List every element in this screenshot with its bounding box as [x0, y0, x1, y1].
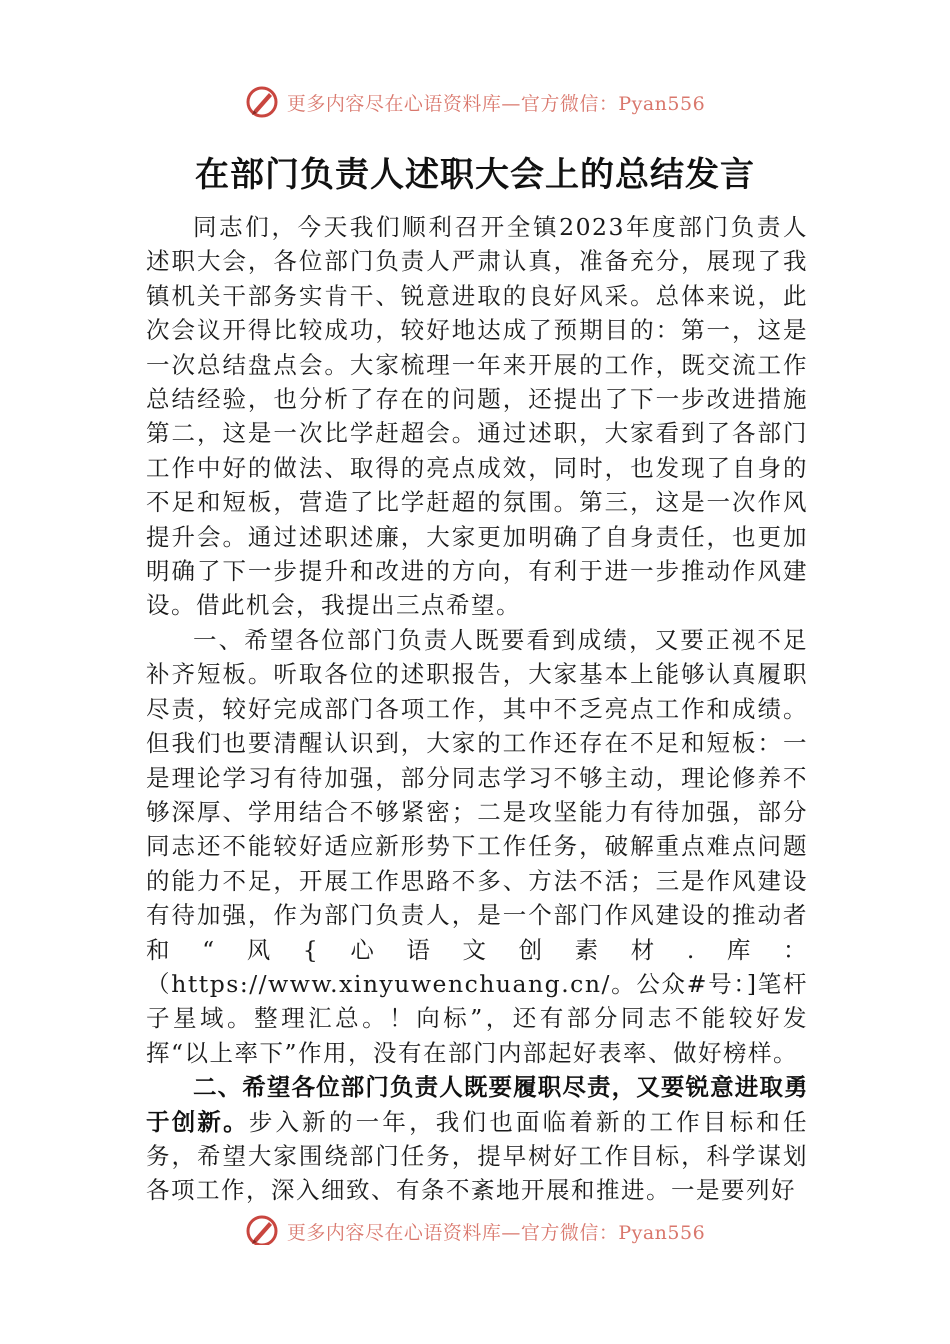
paragraph-point-two-heading: 二、希望各位部门负责人既要履职尽责，又要锐意进取勇于创新。 [146, 1073, 808, 1136]
document-body [146, 210, 808, 1220]
pen-logo-icon [245, 1214, 279, 1245]
paragraph-point-one-text: 一、希望各位部门负责人既要看到成绩，又要正视不足补齐短板。听取各位的述职报告，大家基本上能够认真履职尽责，较好完成部门各项工作，其中不乏亮点工作和成绩。但我们也要清醒认识到，大家的工作还存在不足和短板：一是理论学习有待加强，部分同志学习不够主动，理论修养不够深厚、学用结合不够紧密；二是攻坚能力有待加强，部分同志还不能较好适应新形势下工作任务，破解重点难点问题的能力不足，开展工作思路不多、方法不活；三是作风建设有待加强，作为部门负责人，是一个部门作风建设的推动者和“风{心语文创素材.库：（https://www.xinyuwenchuang.cn/。公众#号：]笔杆子星域。整理汇总。！向标”，还有部分同志不能较好发挥“以上率下”作用，没有在部门内部起好表率、做好榜样。 [146, 625, 808, 1067]
paragraph-point-two-text: 步入新的一年，我们也面临着新的工作目标和任务，希望大家围绕部门任务，提早树好工作目标，科学谋划各项工作，深入细致、有条不紊地开展和推进。一是要列好 [146, 1107, 808, 1205]
paragraph-point-two [146, 1070, 808, 1208]
paragraph-point-one [146, 623, 808, 1070]
footer-watermark [0, 1205, 950, 1245]
footer-watermark-text: 更多内容尽在心语资料库—官方微信：Pyan556 [286, 1221, 706, 1244]
paragraph-intro-text: 同志们，今天我们顺利召开全镇2023年度部门负责人述职大会，各位部门负责人严肃认真，准备充分，展现了我镇机关干部务实肯干、锐意进取的良好风采。总体来说，此次会议开得比较成功，较好地达成了预期目的：第一，这是一次总结盘点会。大家梳理一年来开展的工作，既交流工作总结经验，也分析了存在的问题，还提出了下一步改进措施第二，这是一次比学赶超会。通过述职，大家看到了各部门工作中好的做法、取得的亮点成效，同时，也发现了自身的不足和短板，营造了比学赶超的氛围。第三，这是一次作风提升会。通过述职述廉，大家更加明确了自身责任，也更加明确了下一步提升和改进的方向，有利于进一步推动作风建设。借此机会，我提出三点希望。 [146, 213, 808, 620]
page-title: 在部门负责人述职大会上的总结发言 [195, 155, 755, 195]
header-watermark-text: 更多内容尽在心语资料库—官方微信：Pyan556 [286, 92, 706, 115]
pen-logo-icon [245, 85, 279, 119]
paragraph-intro [146, 210, 808, 623]
header-watermark [0, 82, 950, 122]
